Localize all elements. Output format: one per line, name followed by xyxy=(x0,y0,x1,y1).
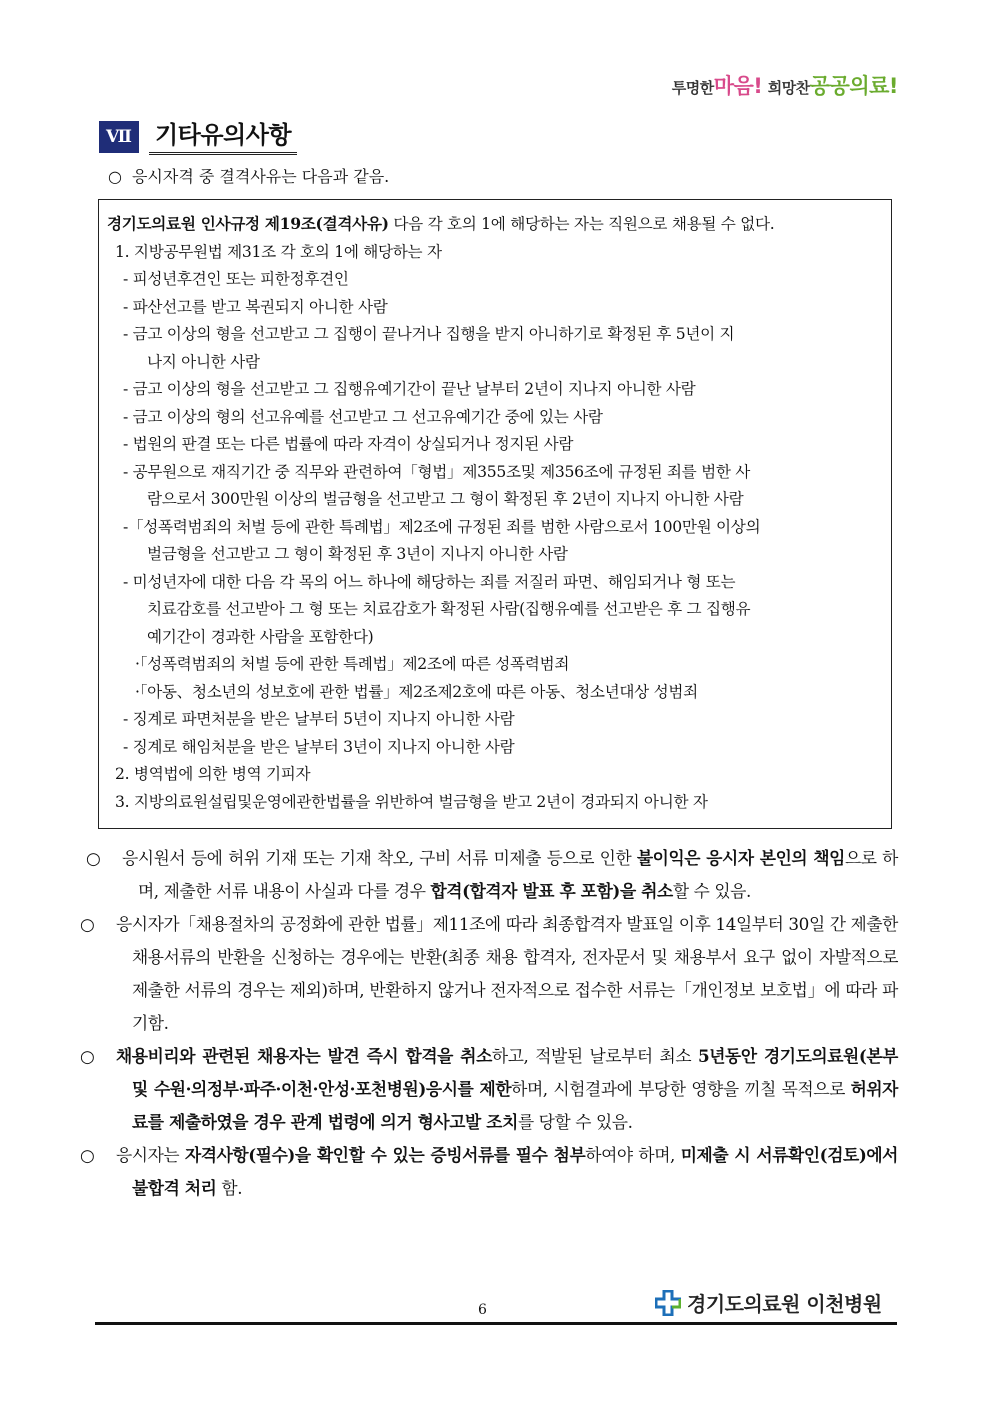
page-number: 6 xyxy=(478,1302,487,1318)
box-line: 벌금형을 선고받고 그 형이 확정된 후 3년이 지나지 아니한 사람 xyxy=(147,545,568,563)
intro-line xyxy=(108,164,389,187)
box-line: - 피성년후견인 또는 피한정후견인 xyxy=(123,270,349,288)
notice-emphasis: 5년동안 경기도의료원(본부 및 수원·의정부·파주·이천·안성·포천병원)응시를 제한 xyxy=(132,1046,898,1099)
circle-bullet-icon: ○ xyxy=(108,167,122,186)
slogan-part-1: 투명한 xyxy=(671,79,714,97)
box-line: - 금고 이상의 형을 선고받고 그 집행유예기간이 끝난 날부터 2년이 지나지 아니한 사람 xyxy=(123,380,696,398)
notice-item: ○ 응시원서 등에 허위 기재 또는 기재 착오, 구비 서류 미제출 등으로 인한 불이익은 응시자 본인의 책임으로 하며, 제출한 서류 내용이 사실과 다를 경우 합격(합격자 발표 후 포함)을 취소할 수 있음. xyxy=(86,848,898,901)
notice-text: 하며, 시험결과에 부당한 영향을 끼칠 목적으로 xyxy=(511,1079,851,1099)
notice-emphasis: 자격사항(필수)을 확인할 수 있는 증빙서류를 필수 첨부 xyxy=(184,1145,586,1165)
box-line: - 징계로 파면처분을 받은 날부터 5년이 지나지 아니한 사람 xyxy=(123,710,515,728)
section-number: Ⅶ xyxy=(99,121,139,153)
box-line: - 파산선고를 받고 복권되지 아니한 사람 xyxy=(123,297,388,316)
box-heading-bold: 경기도의료원 인사규정 제19조(결격사유) xyxy=(107,214,389,233)
section-heading xyxy=(99,120,297,154)
header-slogan xyxy=(672,70,898,100)
disqualification-box xyxy=(98,199,892,829)
box-line: - 공무원으로 재직기간 중 직무와 관련하여「형법」제355조및 제356조에 규정된 죄를 범한 사 xyxy=(123,462,751,481)
box-line: 3. 지방의료원설립및운영에관한법률을 위반하여 벌금형을 받고 2년이 경과되지 아니한 자 xyxy=(115,792,708,811)
intro-text: 응시자격 중 결격사유는 다음과 같음. xyxy=(131,167,390,186)
box-line: -「성폭력범죄의 처벌 등에 관한 특례법」제2조에 규정된 죄를 범한 사람으로서 100만원 이상의 xyxy=(123,517,761,536)
box-line: 나지 아니한 사람 xyxy=(147,352,260,371)
box-lines xyxy=(107,239,883,817)
slogan-part-2: 마음! xyxy=(713,74,763,98)
notice-text: 하고, 적발된 날로부터 최소 xyxy=(491,1046,698,1066)
box-line: - 법원의 판결 또는 다른 법률에 따라 자격이 상실되거나 정지된 사람 xyxy=(123,435,574,453)
box-line: - 징계로 해임처분을 받은 날부터 3년이 지나지 아니한 사람 xyxy=(123,737,515,756)
footer-divider xyxy=(95,1322,897,1325)
notice-text: 응시원서 등에 허위 기재 또는 기재 착오, 구비 서류 미제출 등으로 인한 xyxy=(122,848,637,868)
slogan-part-4: 공공의료! xyxy=(809,74,898,98)
notice-item: ○ 응시자가「채용절차의 공정화에 관한 법률」제11조에 따라 최종합격자 발표일 이후 14일부터 30일 간 제출한 채용서류의 반환을 신청하는 경우에는 반환(최종 채용 합격자, 전자문서 및 채용부서 요구 없이 자발적으로 제출한 서류의 경우는 제외)하며, 반환하지 않거나 전자적으로 접수한 서류는「개인정보 보호법」에 따라 파기함. xyxy=(80,914,898,1033)
box-line: 1. 지방공무원법 제31조 각 호의 1에 해당하는 자 xyxy=(115,242,442,261)
footer-logo xyxy=(655,1288,882,1317)
box-line: 치료감호를 선고받아 그 형 또는 치료감호가 확정된 사람(집행유예를 선고받은 후 그 집행유 xyxy=(147,600,751,618)
notice-emphasis: 채용비리와 관련된 채용자는 발견 즉시 합격을 취소 xyxy=(116,1046,492,1066)
slogan-part-3: 희망찬 xyxy=(767,79,810,97)
box-line: 예기간이 경과한 사람을 포함한다) xyxy=(147,627,374,646)
box-line: 2. 병역법에 의한 병역 기피자 xyxy=(115,765,311,783)
box-line: - 금고 이상의 형의 선고유예를 선고받고 그 선고유예기간 중에 있는 사람 xyxy=(123,407,603,426)
notice-emphasis: 불이익은 응시자 본인의 책임 xyxy=(636,848,845,868)
notice-text: 으로 하며, 제출한 서류 내용이 사실과 다를 경우 xyxy=(138,848,898,901)
notice-text: 응시자가「채용절차의 공정화에 관한 법률」제11조에 따라 최종합격자 발표일 이후 14일부터 30일 간 제출한 채용서류의 반환을 신청하는 경우에는 반환(최종 채용 합격자, 전자문서 및 채용부서 요구 없이 자발적으로 제출한 서류의 경우는 제외)하며, 반환하지 않거나 전자적으로 접수한 서류는「개인정보 보호법」에 따라 파기함. xyxy=(116,914,898,1033)
box-line: 람으로서 300만원 이상의 벌금형을 선고받고 그 형이 확정된 후 2년이 지나지 아니한 사람 xyxy=(147,490,744,508)
notice-emphasis: 허위자료를 제출하였을 경우 관계 법령에 의거 형사고발 조치 xyxy=(132,1079,898,1132)
notice-text: 응시자는 xyxy=(116,1145,185,1165)
box-line: - 미성년자에 대한 다음 각 목의 어느 하나에 해당하는 죄를 저질러 파면、해임되거나 형 또는 xyxy=(123,572,736,591)
box-line: - 금고 이상의 형을 선고받고 그 집행이 끝나거나 집행을 받지 아니하기로 확정된 후 5년이 지 xyxy=(123,325,735,343)
notice-item: ○ 응시자는 자격사항(필수)을 확인할 수 있는 증빙서류를 필수 첨부하여야 하며, 미제출 시 서류확인(검토)에서 불합격 처리 함. xyxy=(80,1145,898,1198)
footer-org-name: 경기도의료원 이천병원 xyxy=(687,1292,882,1316)
box-line: ·「아동、청소년의 성보호에 관한 법률」제2조제2호에 따른 아동、청소년대상 성범죄 xyxy=(135,682,698,701)
notice-emphasis: 미제출 시 서류확인(검토)에서 불합격 처리 xyxy=(132,1145,898,1198)
notice-text: 할 수 있음. xyxy=(672,881,751,901)
notice-text: 함. xyxy=(216,1178,243,1198)
notice-item: ○ 채용비리와 관련된 채용자는 발견 즉시 합격을 취소하고, 적발된 날로부터 최소 5년동안 경기도의료원(본부 및 수원·의정부·파주·이천·안성·포천병원)응시를 제한하며, 시험결과에 부당한 영향을 끼칠 목적으로 허위자료를 제출하였을 경우 관계 법령에 의거 형사고발 조치를 당할 수 있음. xyxy=(80,1046,898,1132)
hospital-cross-icon xyxy=(655,1290,681,1316)
box-line: ·「성폭력범죄의 처벌 등에 관한 특례법」제2조에 따른 성폭력범죄 xyxy=(135,655,570,673)
box-heading-rest: 다음 각 호의 1에 해당하는 자는 직원으로 채용될 수 없다. xyxy=(388,215,775,233)
notice-emphasis: 합격(합격자 발표 후 포함)을 취소 xyxy=(430,881,673,901)
notice-items xyxy=(80,842,898,1205)
box-heading xyxy=(107,210,883,239)
notice-text: 하여야 하며, xyxy=(585,1145,681,1165)
notice-text: 를 당할 수 있음. xyxy=(517,1112,633,1132)
section-title: 기타유의사항 xyxy=(149,120,297,155)
